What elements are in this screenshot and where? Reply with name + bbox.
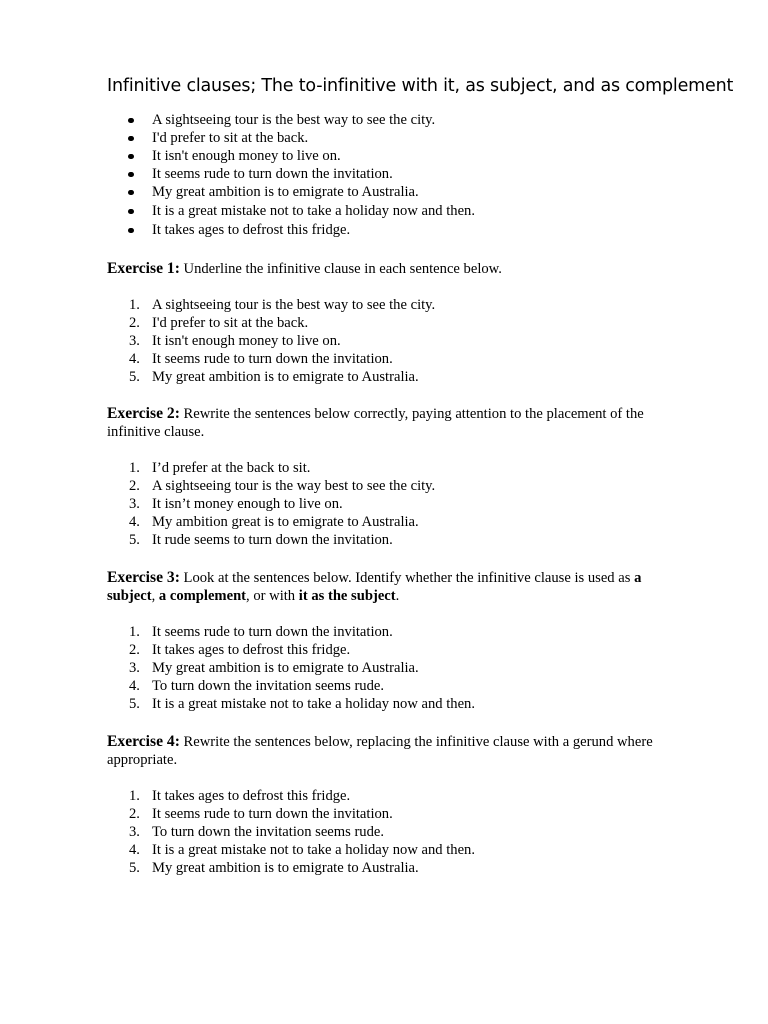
exercise-heading	[107, 569, 687, 587]
item-text: My great ambition is to emigrate to Australia.	[152, 369, 419, 385]
example-text: It is a great mistake not to take a holiday now and then.	[152, 203, 476, 219]
item-text: It takes ages to defrost this fridge.	[152, 788, 351, 804]
period: .	[395, 588, 400, 604]
item-number: 5.	[129, 860, 140, 876]
separator-comma: ,	[151, 588, 156, 604]
example-text: A sightseeing tour is the best way to see the city.	[152, 112, 436, 128]
item-number: 1.	[129, 624, 140, 640]
item-number: 3.	[129, 496, 140, 512]
bullet-icon	[128, 172, 134, 178]
item-text: It rude seems to turn down the invitation.	[152, 532, 393, 548]
exercise-4	[107, 733, 687, 876]
example-text: It seems rude to turn down the invitation.	[152, 166, 393, 182]
exercise-instruction: Rewrite the sentences below correctly, paying attention to the placement of the	[183, 406, 644, 422]
example-text: I'd prefer to sit at the back.	[152, 130, 309, 146]
item-text: My great ambition is to emigrate to Australia.	[152, 660, 419, 676]
item-text: It seems rude to turn down the invitation.	[152, 806, 393, 822]
item-text: To turn down the invitation seems rude.	[152, 678, 385, 694]
example-text: My great ambition is to emigrate to Australia.	[152, 184, 419, 200]
item-number: 3.	[129, 333, 140, 349]
item-number: 4.	[129, 514, 140, 530]
exercise-heading	[107, 733, 687, 751]
bullet-icon	[128, 228, 134, 234]
item-number: 4.	[129, 842, 140, 858]
exercise-2	[107, 405, 687, 548]
item-text: A sightseeing tour is the way best to see the city.	[152, 478, 436, 494]
bullet-icon	[128, 190, 134, 196]
exercise-instruction: Look at the sentences below. Identify whether the infinitive clause is used as	[183, 570, 631, 586]
exercise-instruction-continued: appropriate.	[107, 752, 178, 768]
item-text: It seems rude to turn down the invitation.	[152, 351, 393, 367]
item-text: I'd prefer to sit at the back.	[152, 315, 309, 331]
item-text: It isn't enough money to live on.	[152, 333, 341, 349]
option-a: a	[634, 570, 642, 586]
option-complement: a complement	[158, 588, 247, 604]
item-number: 5.	[129, 696, 140, 712]
item-text: A sightseeing tour is the best way to see the city.	[152, 297, 436, 313]
example-text: It takes ages to defrost this fridge.	[152, 222, 351, 238]
item-number: 1.	[129, 297, 140, 313]
item-text: To turn down the invitation seems rude.	[152, 824, 385, 840]
item-number: 5.	[129, 532, 140, 548]
exercise-1	[107, 260, 687, 385]
page-title: Infinitive clauses; The to-infinitive with it, as subject, and as complement	[107, 76, 734, 96]
item-number: 1.	[129, 460, 140, 476]
item-number: 4.	[129, 351, 140, 367]
item-number: 3.	[129, 660, 140, 676]
exercise-heading	[107, 405, 687, 423]
item-number: 3.	[129, 824, 140, 840]
option-subject: subject	[107, 588, 152, 604]
exercise-label: Exercise 4:	[107, 733, 180, 750]
item-text: It is a great mistake not to take a holiday now and then.	[152, 842, 476, 858]
exercise-3	[107, 569, 687, 712]
item-text: My great ambition is to emigrate to Australia.	[152, 860, 419, 876]
item-text: I’d prefer at the back to sit.	[152, 460, 311, 476]
item-text: My ambition great is to emigrate to Australia.	[152, 514, 419, 530]
item-text: It takes ages to defrost this fridge.	[152, 642, 351, 658]
item-number: 4.	[129, 678, 140, 694]
item-number: 5.	[129, 369, 140, 385]
item-text: It seems rude to turn down the invitation.	[152, 624, 393, 640]
item-text: It is a great mistake not to take a holiday now and then.	[152, 696, 476, 712]
item-text: It isn’t money enough to live on.	[152, 496, 343, 512]
bullet-icon	[128, 154, 134, 160]
item-number: 1.	[129, 788, 140, 804]
exercise-instruction-continued	[107, 587, 687, 605]
option-it-as-subject: it as the subject	[298, 588, 396, 604]
exercise-label: Exercise 2:	[107, 405, 180, 422]
exercise-instruction-continued: infinitive clause.	[107, 424, 205, 440]
option-or-with: , or with	[246, 588, 296, 604]
bullet-icon	[128, 118, 134, 124]
item-number: 2.	[129, 478, 140, 494]
item-number: 2.	[129, 642, 140, 658]
exercise-label: Exercise 3:	[107, 569, 180, 586]
bullet-icon	[128, 136, 134, 142]
example-text: It isn't enough money to live on.	[152, 148, 341, 164]
bullet-icon	[128, 209, 134, 215]
exercise-heading	[107, 260, 687, 278]
exercise-label: Exercise 1:	[107, 260, 180, 277]
item-number: 2.	[129, 315, 140, 331]
exercise-instruction: Underline the infinitive clause in each sentence below.	[183, 261, 502, 277]
exercise-instruction: Rewrite the sentences below, replacing the infinitive clause with a gerund where	[183, 734, 653, 750]
item-number: 2.	[129, 806, 140, 822]
